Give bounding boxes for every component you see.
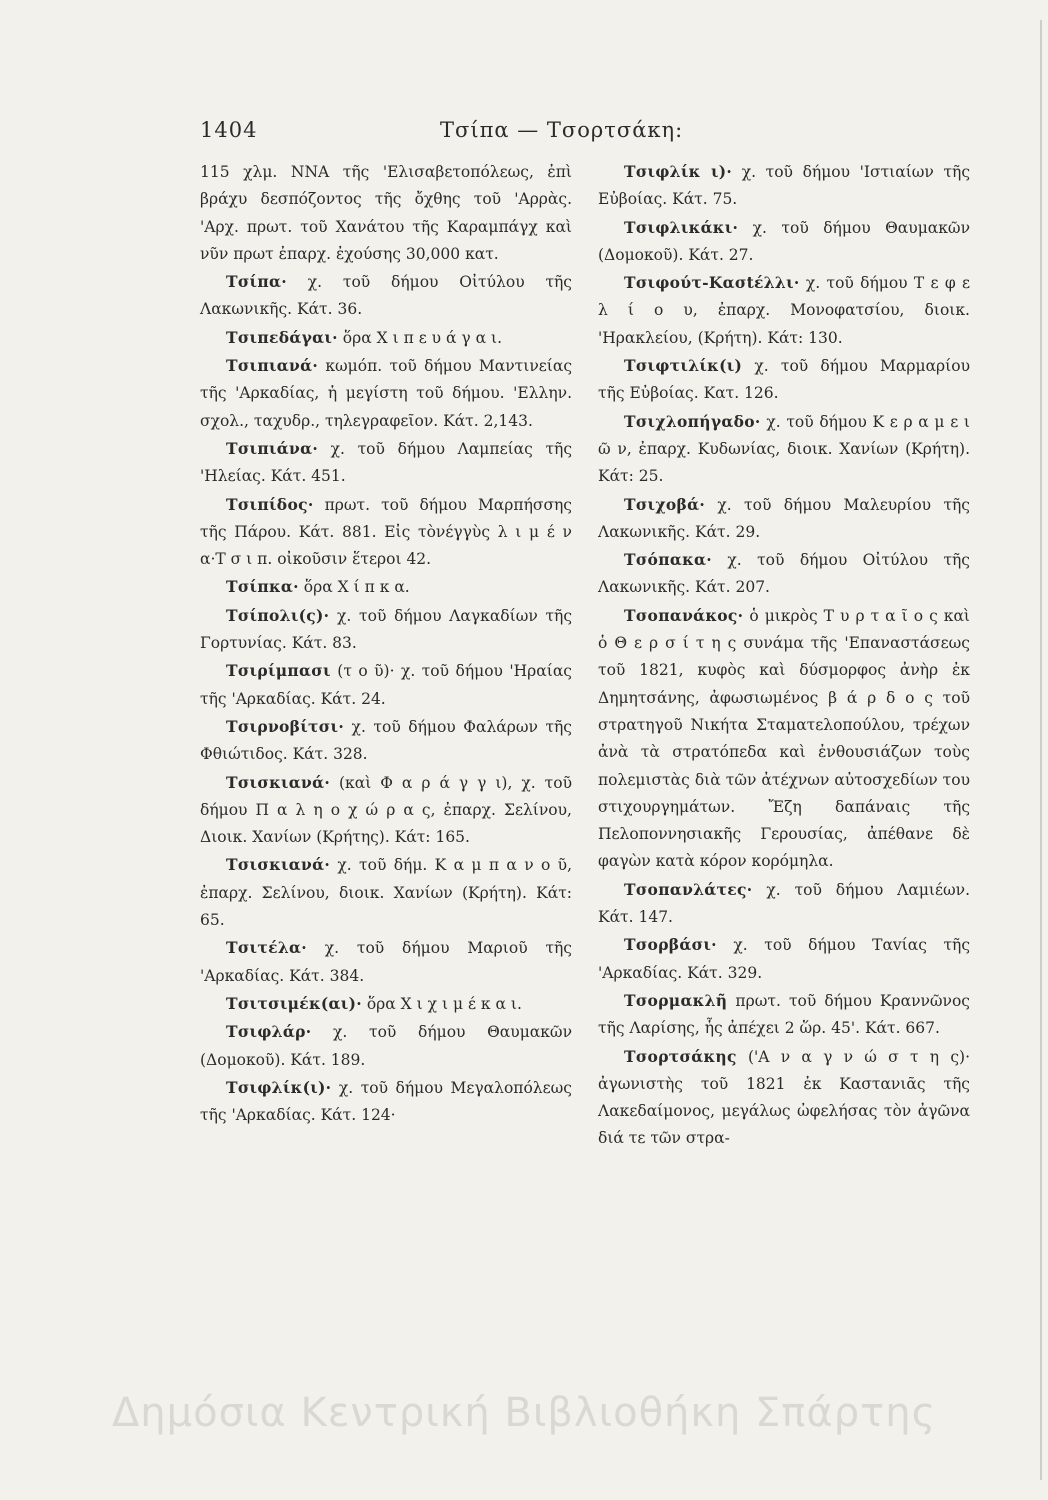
page-number: 1404 [200, 118, 258, 142]
dictionary-entry [598, 876, 970, 932]
entry-headword: Τσιρίμπασι [226, 661, 331, 681]
entry-headword: Τσίπκα· [226, 577, 299, 597]
dictionary-entry [200, 1018, 572, 1074]
entry-text: (τ ο ῦ)· χ. τοῦ δήμου 'Ηραίας τῆς 'Αρκαδίας. Κάτ. 24. [200, 662, 572, 708]
page-header [200, 118, 980, 158]
entry-headword: Τσιφλίκ ι)· [624, 162, 733, 181]
running-title: Τσίπα — Τσορτσάκη: [440, 118, 684, 142]
library-watermark: Δημόσια Κεντρική Βιβλιοθήκη Σπάρτης [111, 1390, 937, 1436]
dictionary-entry [200, 851, 572, 934]
entry-headword: Τσιπιανά· [226, 356, 319, 376]
entry-headword: Τσοπανάκος· [624, 605, 744, 625]
entry-headword: Τσιτσιμέκ(αι)· [226, 993, 362, 1013]
entry-headword: Τσιχοβά· [624, 494, 706, 514]
entry-headword: Τσιφτιλίκ(ι) [624, 356, 743, 376]
entry-text: χ. τοῦ δήμου Λαμιέων. Κάτ. 147. [598, 880, 970, 927]
dictionary-entry [200, 268, 572, 324]
dictionary-entry [598, 352, 970, 408]
entry-headword: Τσίπολι(ς)· [226, 605, 330, 625]
dictionary-entry [200, 352, 572, 435]
entry-text: χ. τοῦ δήμου Θαυμακῶν (Δομοκοῦ). Κάτ. 189. [200, 1023, 572, 1069]
entry-text: ὅρα Χ ι χ ι μ έ κ α ι. [361, 994, 522, 1013]
dictionary-entry [200, 435, 572, 491]
dictionary-entry [598, 214, 970, 270]
entry-text: χ. τοῦ δήμ. Κ α μ π α ν ο ῦ, ἐπαρχ. Σελίνου, διοικ. Χανίων (Κρήτη). Κάτ: 65. [200, 856, 572, 930]
dictionary-entry [598, 1043, 970, 1153]
dictionary-entry [200, 713, 572, 769]
entry-text: ὅρα Χ ί π κ α. [298, 578, 410, 597]
entry-text: χ. τοῦ δήμου Λαμπείας τῆς 'Ηλείας. Κάτ. 451. [200, 439, 572, 486]
entry-headword: Τσιχλοπήγαδο· [624, 411, 761, 431]
left-column [200, 158, 572, 1129]
entry-headword: Τσιφλίκ(ι)· [226, 1077, 332, 1097]
dictionary-entry [200, 491, 572, 574]
dictionary-entry [200, 602, 572, 658]
dictionary-entry [598, 546, 970, 602]
dictionary-entry [598, 158, 970, 214]
entry-text: χ. τοῦ δήμου Θαυμακῶν (Δομοκοῦ). Κάτ. 27. [598, 218, 970, 264]
entry-headword: Τσορβάσι· [624, 935, 717, 955]
entry-headword: Τσορμακλῆ [624, 990, 728, 1010]
dictionary-entry [598, 602, 970, 876]
dictionary-entry [200, 657, 572, 713]
entry-text: χ. τοῦ δήμου Φαλάρων τῆς Φθιώτιδος. Κάτ. 328. [200, 717, 572, 764]
entry-headword: Τσιφλικάκι· [624, 217, 739, 237]
entry-headword: Τσοπανλάτες· [624, 879, 753, 899]
entry-text: (καὶ Φ α ρ ά γ γ ι), χ. τοῦ δήμου Π α λ η ο χ ώ ρ α ς, ἐπαρχ. Σελίνου, Διοικ. Χανίων (Κρήτης). Κάτ: 165. [200, 773, 572, 847]
page-edge-divider [1040, 20, 1042, 1480]
dictionary-entry [598, 269, 970, 352]
entry-headword: Τσιπίδος· [226, 494, 314, 514]
entry-text: ὁ μικρὸς Τ υ ρ τ α ῖ ο ς καὶ ὁ Θ ε ρ σ ί τ η ς συνάμα τῆς 'Επαναστάσεως τοῦ 1821, κυφὸς καὶ δύσμορφος ἀνὴρ ἐκ Δημητσάνης, ἀφωσιωμένος β ά ρ δ ο ς τοῦ στρατηγοῦ Νικήτα Σταματελοπούλου, τρέχων ἀνὰ τὰ στρατόπεδα καὶ ἐνθουσιάζων τοὺς πολεμιστὰς διὰ τῶν ἀτέχνων αὐτοσχεδίων του στιχουργημάτων. Ἔζη δαπάναις τῆς Πελοποννησιακῆς Γερουσίας, ἀπέθανε δὲ φαγὼν κατὰ κόρον κορόμηλα. [598, 606, 970, 871]
entry-text: 115 χλμ. ΝΝΑ τῆς 'Ελισαβετοπόλεως, ἐπὶ βράχυ δεσπόζοντος τῆς ὄχθης τοῦ 'Αρρὰς. 'Αρχ. πρωτ. τοῦ Χανάτου τῆς Καραμπάγχ καὶ νῦν πρωτ ἐπαρχ. ἐχούσης 30,000 κατ. [200, 163, 572, 263]
entry-headword: Τσισκιανά· [226, 855, 331, 875]
dictionary-entry [200, 934, 572, 990]
entry-headword: Τσιρνοβίτσι· [226, 716, 345, 736]
entry-headword: Τσορτσάκης [624, 1046, 737, 1066]
entry-text: ('Α ν α γ ν ώ σ τ η ς)· ἀγωνιστὴς τοῦ 1821 ἐκ Καστανιᾶς τῆς Λακεδαίμονος, μεγάλως ὠφελήσας τὸν ἀγῶνα διά τε τῶν στρα- [598, 1047, 970, 1148]
entry-text: χ. τοῦ δήμου Μεγαλοπόλεως τῆς 'Αρκαδίας. Κάτ. 124· [200, 1078, 572, 1125]
entry-text: πρωτ. τοῦ δήμου Μαρπήσσης τῆς Πάρου. Κάτ. 881. Εἰς τὸνέγγὺς λ ι μ έ ν α·Τ σ ι π. οἰκοῦσιν ἕτεροι 42. [200, 495, 572, 569]
entry-text: χ. τοῦ δήμου Τ ε φ ε λ ί ο υ, ἐπαρχ. Μονοφατσίου, διοικ. 'Ηρακλείου, (Κρήτη). Κάτ: 130. [598, 274, 970, 347]
entry-headword: Τσίπα· [226, 272, 287, 292]
entry-headword: Τσιφούτ-Κασtέλλι· [624, 273, 800, 293]
entry-text: χ. τοῦ δήμου Μαλευρίου τῆς Λακωνικῆς. Κάτ. 29. [598, 495, 970, 541]
entry-text: χ. τοῦ δήμου Οἰτύλου τῆς Λακωνικῆς. Κάτ. 207. [598, 551, 970, 597]
entry-headword: Τσισκιανά· [226, 772, 331, 792]
dictionary-entry [598, 491, 970, 547]
entry-headword: Τσιτέλα· [226, 938, 307, 958]
entry-text: πρωτ. τοῦ δήμου Κραννῶνος τῆς Λαρίσης, ἧς ἀπέχει 2 ὥρ. 45'. Κάτ. 667. [598, 991, 970, 1038]
dictionary-entry [598, 408, 970, 491]
entry-text: χ. τοῦ δήμου Κ ε ρ α μ ε ι ῶ ν, ἐπαρχ. Κυδωνίας, διοικ. Χανίων (Κρήτη). Κάτ: 25. [598, 412, 970, 486]
dictionary-entry [200, 769, 572, 852]
entry-text: χ. τοῦ δήμου Λαγκαδίων τῆς Γορτυνίας. Κάτ. 83. [200, 606, 572, 653]
entry-headword: Τσιπιάνα· [226, 438, 319, 458]
entry-text: χ. τοῦ δήμου Μαριοῦ τῆς 'Αρκαδίας. Κάτ. 384. [200, 939, 572, 985]
dictionary-entry [200, 158, 572, 268]
dictionary-entry [200, 573, 572, 601]
dictionary-entry [200, 1074, 572, 1130]
entry-headword: Τσιπεδάγαι· [226, 327, 338, 347]
dictionary-entry [200, 324, 572, 352]
entry-text: χ. τοῦ δήμου Οἰτύλου τῆς Λακωνικῆς. Κάτ. 36. [200, 273, 572, 319]
dictionary-entry [598, 987, 970, 1043]
dictionary-entry [598, 931, 970, 987]
right-column [598, 158, 970, 1153]
entry-text: κωμόπ. τοῦ δήμου Μαντινείας τῆς 'Αρκαδίας, ἡ μεγίστη τοῦ δήμου. 'Ελλην. σχολ., ταχυδρ., τηλεγραφεῖον. Κάτ. 2,143. [200, 357, 572, 430]
entry-text: χ. τοῦ δήμου 'Ιστιαίων τῆς Εὐβοίας. Κάτ. 75. [598, 163, 971, 209]
entry-headword: Τσιφλάρ· [226, 1022, 312, 1042]
entry-text: χ. τοῦ δήμου Ταvίας τῆς 'Αρκαδίας. Κάτ. 329. [598, 936, 970, 982]
entry-text: χ. τοῦ δήμου Μαρμαρίου τῆς Εὐβοίας. Κατ. 126. [598, 357, 970, 403]
entry-text: ὅρα Χ ι π ε υ ά γ α ι. [337, 328, 502, 347]
entry-headword: Τσόπακα· [624, 550, 712, 570]
dictionary-entry [200, 990, 572, 1018]
